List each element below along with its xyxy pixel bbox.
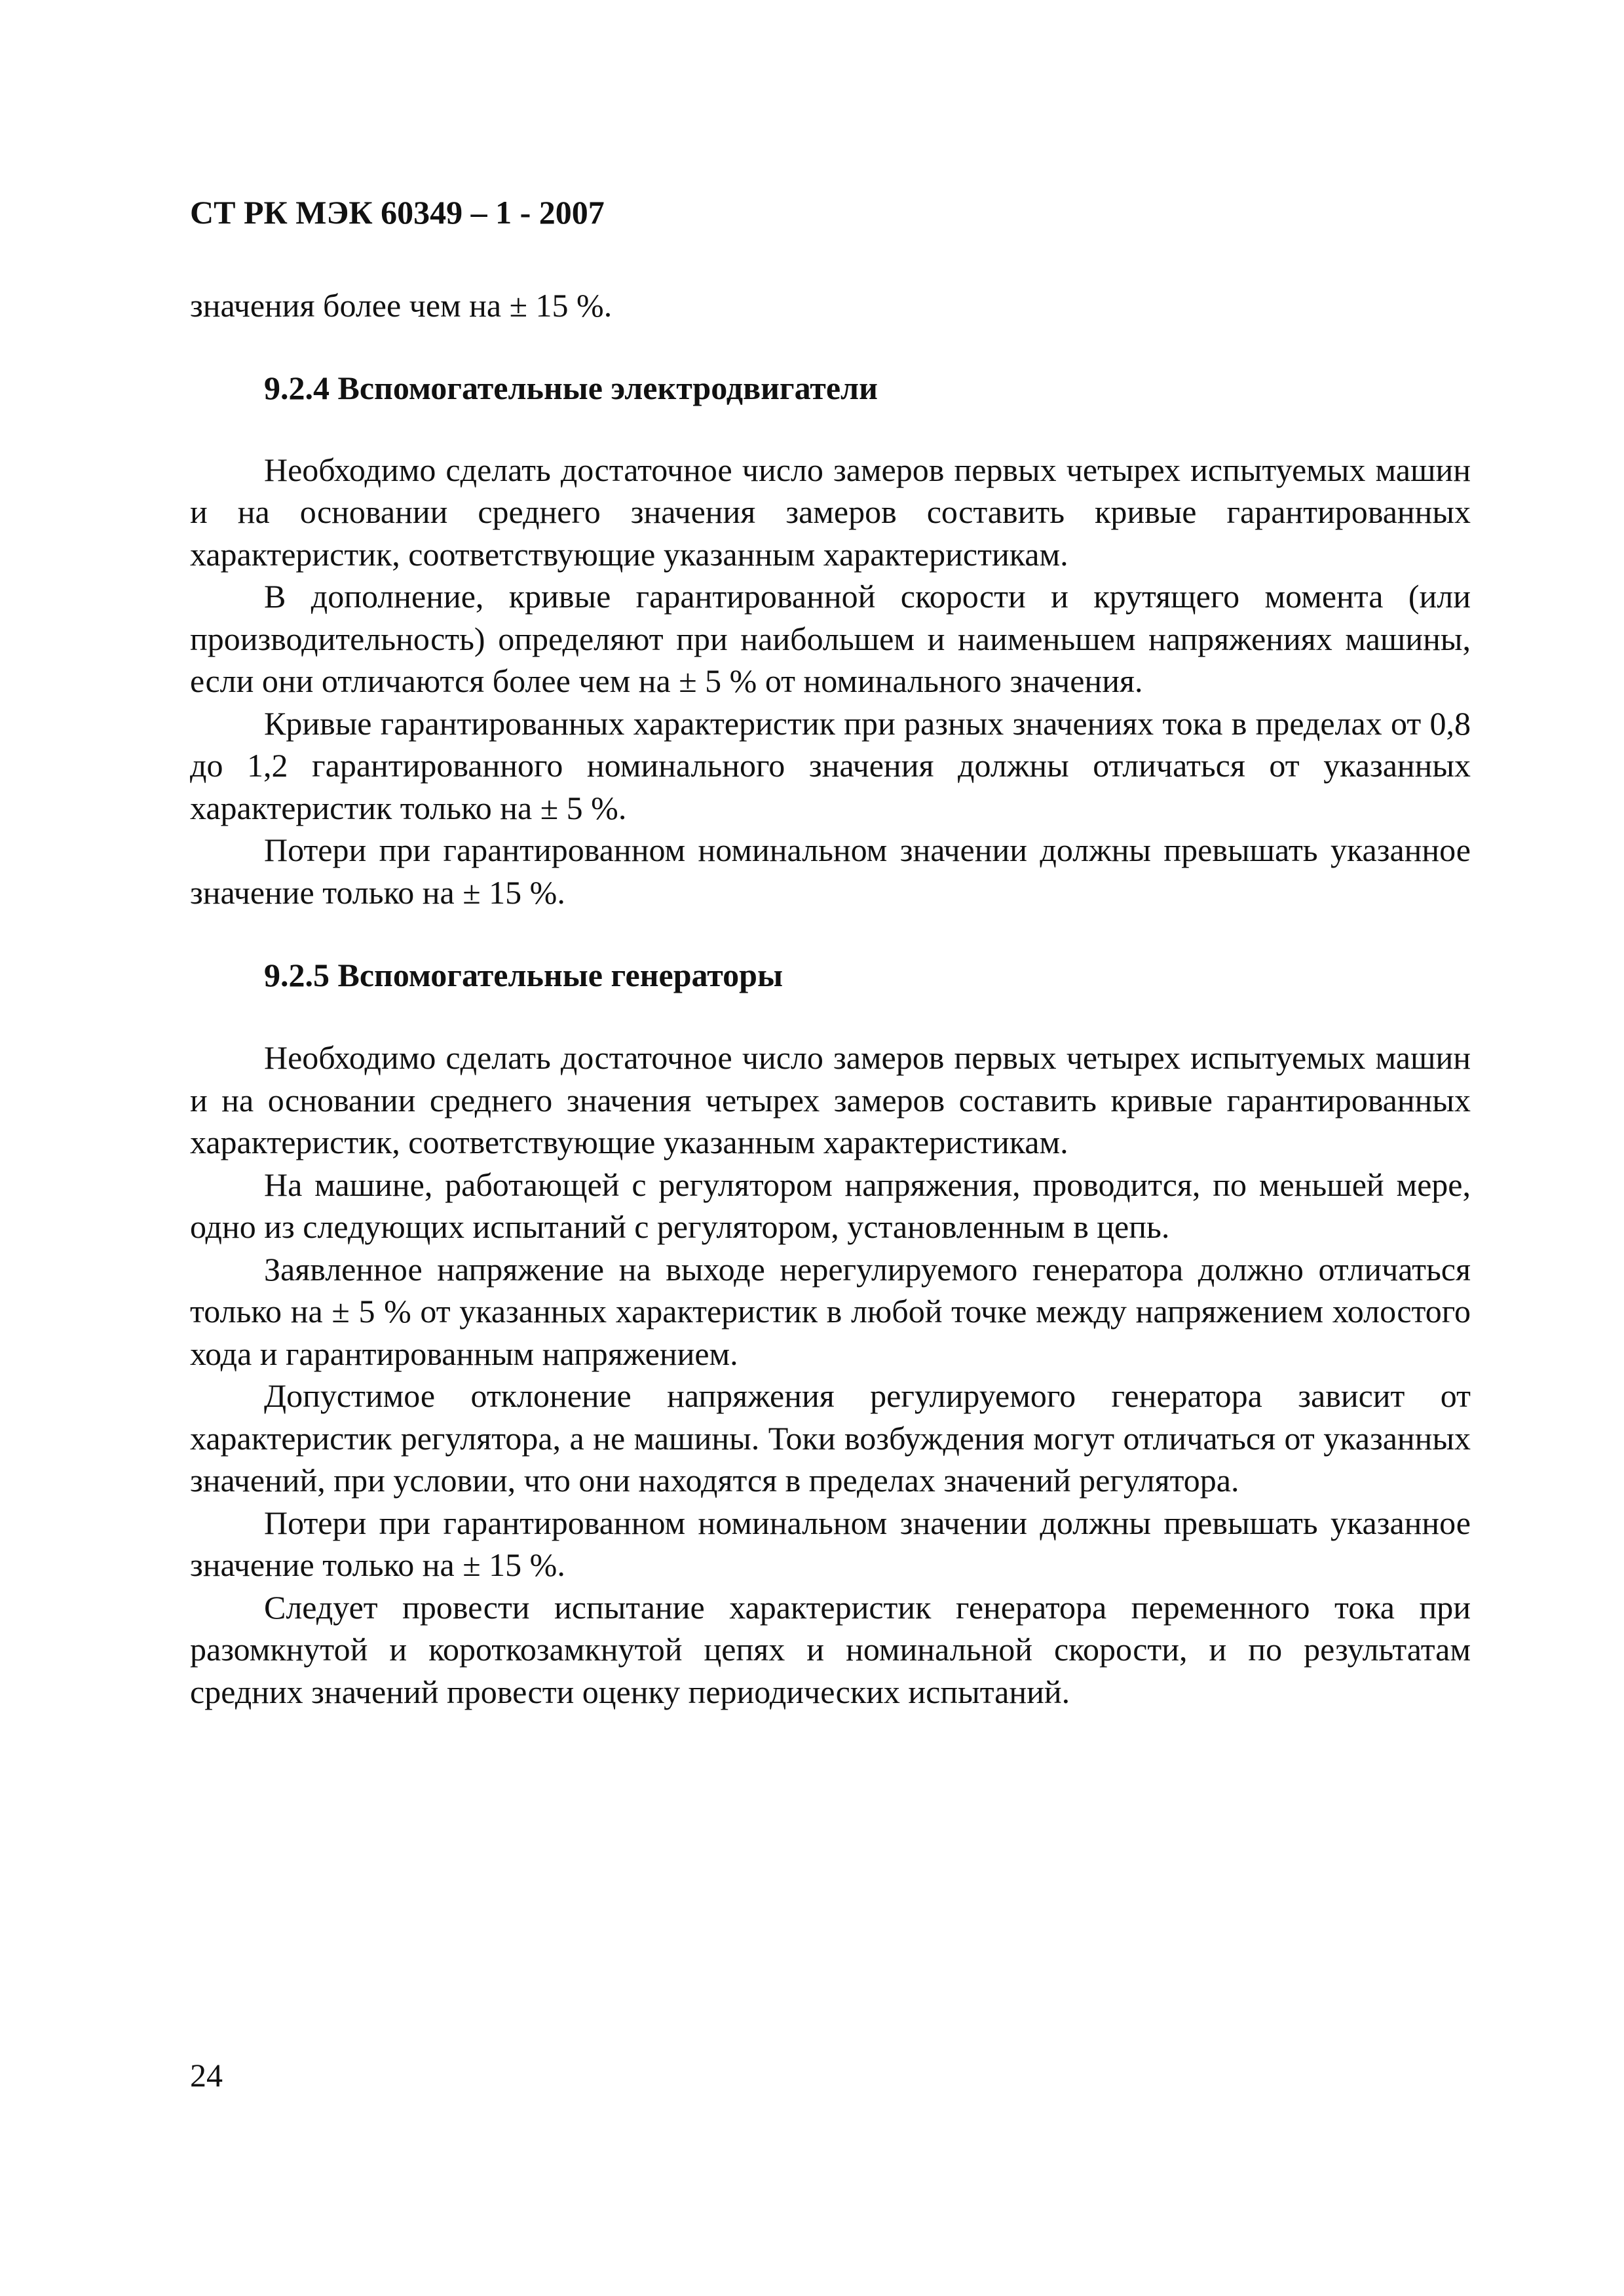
- paragraph: В дополнение, кривые гарантированной скорости и крутящего момента (или производительность) определяют при наибольшем и наименьшем напряжениях машины, если они отличаются более чем на ± 5 % от номинального значения.: [190, 578, 1471, 699]
- paragraph: Допустимое отклонение напряжения регулируемого генератора зависит от характеристик регулятора, а не машины. Токи возбуждения могут отличаться от указанных значений, при условии, что они находятся в пределах значений регулятора.: [190, 1377, 1471, 1499]
- page-number: 24: [190, 2057, 223, 2094]
- paragraph: Кривые гарантированных характеристик при разных значениях тока в пределах от 0,8 до 1,2 гарантированного номинального значения должны отличаться от указанных характеристик только на ± 5 %.: [190, 704, 1471, 826]
- section-title-9-2-5: 9.2.5 Вспомогательные генераторы: [264, 957, 783, 993]
- document-body: [190, 284, 1471, 1713]
- paragraph: Потери при гарантированном номинальном значении должны превышать указанное значение только на ± 15 %.: [190, 1504, 1471, 1583]
- paragraph: Потери при гарантированном номинальном значении должны превышать указанное значение только на ± 15 %.: [190, 832, 1471, 911]
- section-title-9-2-4: 9.2.4 Вспомогательные электродвигатели: [264, 369, 878, 406]
- paragraph: Заявленное напряжение на выходе нерегулируемого генератора должно отличаться только на ± 5 % от указанных характеристик в любой точке между напряжением холостого хода и гарантированным напряжением.: [190, 1250, 1471, 1372]
- standard-code-header: СТ РК МЭК 60349 – 1 - 2007: [190, 194, 605, 231]
- paragraph: На машине, работающей с регулятором напряжения, проводится, по меньшей мере, одно из следующих испытаний с регулятором, установленным в цепь.: [190, 1166, 1471, 1245]
- paragraph: Необходимо сделать достаточное число замеров первых четырех испытуемых машин и на основании среднего значения замеров составить кривые гарантированных характеристик, соответствующие указанным характеристикам.: [190, 451, 1471, 573]
- paragraph: Необходимо сделать достаточное число замеров первых четырех испытуемых машин и на основании среднего значения четырех замеров составить кривые гарантированных характеристик, соответствующие указанным характеристикам.: [190, 1039, 1471, 1160]
- continuation-paragraph: значения более чем на ± 15 %.: [190, 287, 613, 324]
- paragraph: Следует провести испытание характеристик генератора переменного тока при разомкнутой и короткозамкнутой цепях и номинальной скорости, и по результатам средних значений провести оценку периодических испытаний.: [190, 1588, 1471, 1710]
